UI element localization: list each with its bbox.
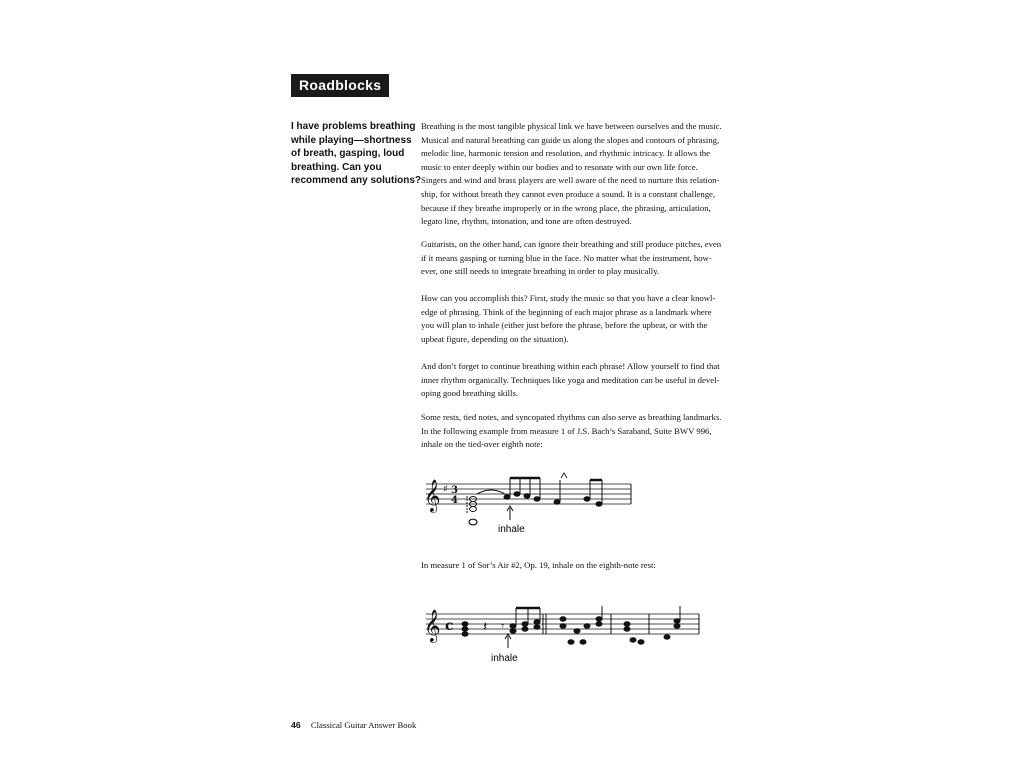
bach-music-example [421, 472, 641, 538]
svg-text:c: c [445, 618, 454, 634]
paragraph-4 [421, 360, 741, 401]
treble-clef-icon: 𝄞 [424, 609, 441, 642]
svg-text:4: 4 [451, 495, 458, 506]
body-line: Breathing is the most tangible physical link we have between ourselves and the music. [421, 121, 722, 131]
body-line: Some rests, tied notes, and syncopated rhythms can also serve as breathing landmarks. [421, 412, 722, 422]
inhale-label: inhale [498, 524, 525, 535]
inhale-label: inhale [491, 653, 518, 664]
body-line: music to enter deeply within our bodies and to resonate with our own life force. [421, 161, 698, 172]
sor-music-example [421, 604, 703, 666]
body-line: upbeat figure, depending on the situation). [421, 333, 569, 344]
section-title: Roadblocks [291, 74, 389, 97]
paragraph-2 [421, 238, 741, 279]
svg-text:𝄽: 𝄽 [483, 619, 488, 635]
body-line: inner rhythm organically. Techniques like yoga and meditation can be useful in devel- [421, 374, 720, 385]
question-line: of breath, gasping, loud [291, 148, 405, 159]
body-line: Musical and natural breathing can guide us along the slopes and contours of phrasing, [421, 134, 720, 145]
treble-clef-icon: 𝄞 [424, 479, 441, 512]
body-line: edge of phrasing. Think of the beginning of each major phrase as a landmark where [421, 306, 712, 317]
body-line: In measure 1 of Sor’s Air #2, Op. 19, inhale on the eighth-note rest: [421, 560, 656, 570]
body-line: In the following example from measure 1 of J.S. Bach’s Saraband, Suite BWV 996, [421, 425, 712, 436]
body-line: ship, for without breath they cannot even produce a sound. It is a constant challenge, [421, 188, 716, 199]
book-title: Classical Guitar Answer Book [310, 720, 417, 730]
body-line: legato line, rhythm, intonation, and tone are often destroyed. [421, 216, 632, 227]
question-line: while playing—shortness [291, 134, 412, 146]
svg-text:𝄾: 𝄾 [501, 619, 505, 633]
svg-text:♯: ♯ [443, 484, 448, 495]
body-line: And don’t forget to continue breathing within each phrase! Allow yourself to find that [421, 361, 720, 371]
question-line: recommend any solutions? [291, 175, 422, 186]
body-line: melodic line, harmonic tension and resolution, and rhythmic intricacy. It allows the [421, 148, 710, 159]
paragraph-6 [421, 559, 741, 573]
paragraph-5 [421, 411, 741, 452]
svg-text:3: 3 [451, 485, 458, 496]
body-line: Singers and wind and brass players are well aware of the need to nurture this relation- [421, 175, 720, 186]
body-line: ever, one still needs to integrate breathing in order to play musically. [421, 266, 660, 277]
paragraph-1 [421, 120, 741, 229]
page-footer [291, 720, 416, 730]
body-line: if it means gasping or turning blue in the face. No matter what the instrument, how- [421, 252, 712, 263]
paragraph-3 [421, 292, 741, 346]
body-line: Guitarists, on the other hand, can ignore their breathing and still produce pitches, even [421, 239, 722, 249]
body-line: How can you accomplish this? First, study the music so that you have a clear knowl- [421, 293, 716, 303]
body-line: inhale on the tied-over eighth note: [421, 439, 543, 450]
question-line: I have problems breathing [291, 121, 416, 132]
question-text [291, 120, 422, 188]
page-number: 46 [291, 720, 301, 730]
question-line: breathing. Can you [291, 161, 382, 173]
body-line: you will plan to inhale (either just before the phrase, before the upbeat, or with the [421, 320, 708, 331]
body-line: oping good breathing skills. [421, 388, 519, 399]
body-line: because if they breathe improperly or in the wrong place, the phrasing, articulation, [421, 202, 711, 213]
